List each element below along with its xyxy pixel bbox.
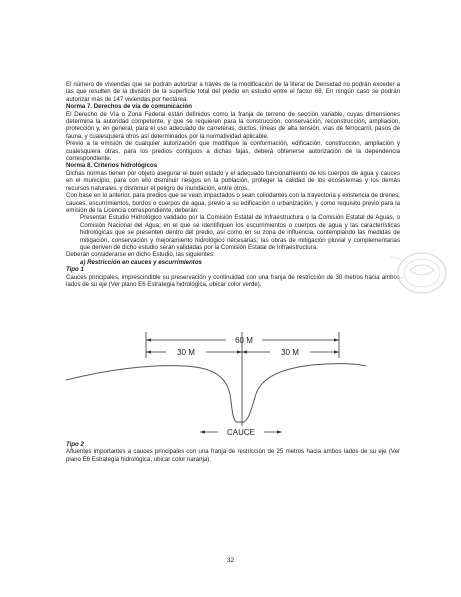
- cauce-restriction-diagram: [66, 326, 366, 436]
- left-width-label: 30 M: [177, 348, 195, 357]
- total-width-label: 60 M: [235, 336, 253, 345]
- paragraph: Cauces principales, imprescindible su preservación y continuidad con una franja de restricción de 30 metros hacia ambos lados de su eje (Ver plano E6 Estrategia hidrológica, ubicar color verde).: [66, 273, 400, 288]
- paragraph: El número de viviendas que se podrán autorizar a través de la modificación de la literal de Densidad no podrán exceder a las que resulten de la división de la superficie total del predio en estudio entre el factor 68. En ningún caso se podrán autorizar más de 147 viviendas por hectárea.: [66, 81, 400, 103]
- paragraph: Con base en lo anterior, para predios que se vean impactados o sean colindantes con la trayectoria y existencia de drenes, cauces, escurrimientos, bordos o cuerpos de agua, previo a su edificación o urbanización, y como requisito previo para la emisión de la Licencia correspondiente, deberán:: [66, 192, 400, 214]
- paragraph: Previo a la emisión de cualquier autorización que modifique la conformación, edificación, construcción, ampliación y cualesquiera otras, para los predios contiguos a dichas fajas, deberá obtenerse autorización de la dependencia correspondiente.: [66, 140, 400, 163]
- type-heading: Tipo 2: [66, 441, 84, 448]
- indented-paragraph: Presentar Estudio Hidrológico validado por la Comisión Estatal de Infraestructura o la Comisión Estatal de Aguas, o Comisión Nacional del Agua; en el que se identifiquen los escurrimientos o cuerpos de agua y las características hidrológicas que se presenten dentro del predio, así como en su zona de influencia, contemplando las medidas de mitigación, conservación y mejoramiento hidrológico necesarias; las obras de mitigación pluvial y complementarias que deriven de dicho estudio serán validadas por la Comisión Estatal de Infraestructura.: [80, 214, 400, 251]
- type-heading: Tipo 1: [66, 266, 84, 274]
- faded-seal-stamp: [380, 248, 450, 298]
- section-heading: Norma 7. Derechos de vía de comunicación: [66, 103, 192, 111]
- page-number: 32: [226, 557, 235, 564]
- paragraph: Afluentes importantes a cauces principales con una franja de restricción de 25 metros hacia ambos lados de su eje (Ver plano E6 Estrategia hidrológica, ubicar color naranja).: [66, 448, 400, 463]
- right-width-label: 30 M: [281, 348, 299, 357]
- subsection-heading: a) Restricción en cauces y escurrimientos: [80, 258, 202, 266]
- terrain-profile-line: [66, 364, 366, 422]
- paragraph: Deberán considerarse en dicho Estudio, las siguientes:: [66, 251, 215, 259]
- channel-label: CAUCE: [226, 428, 256, 436]
- text-block-lower: [66, 441, 400, 463]
- text-block-upper: [66, 81, 400, 288]
- paragraph: Dichas normas tienen por objeto asegurar el buen estado y el adecuado funcionamiento de los cuerpos de agua y cauces en el municipio, para con ello disminuir riesgos en la población, proteger la calidad de los ecosistemas y los demás recursos naturales, y disminuir el peligro de inundación, entre otros.: [66, 169, 400, 192]
- section-heading: Norma 8. Criterios hidrológicos: [66, 162, 158, 170]
- paragraph: El Derecho de Vía o Zona Federal están definidos como la franja de terreno de sección variable, cuyas dimensiones determina la autoridad competente, y que se requieren para la construcción, conservación, reconstrucción, ampliación, protección y, en general, para el uso adecuado de carreteras, ductos, líneas de alta tensión, vías de ferrocarril, pasos de fauna, y cualesquiera otros así determinados por la normatividad aplicable.: [66, 110, 400, 140]
